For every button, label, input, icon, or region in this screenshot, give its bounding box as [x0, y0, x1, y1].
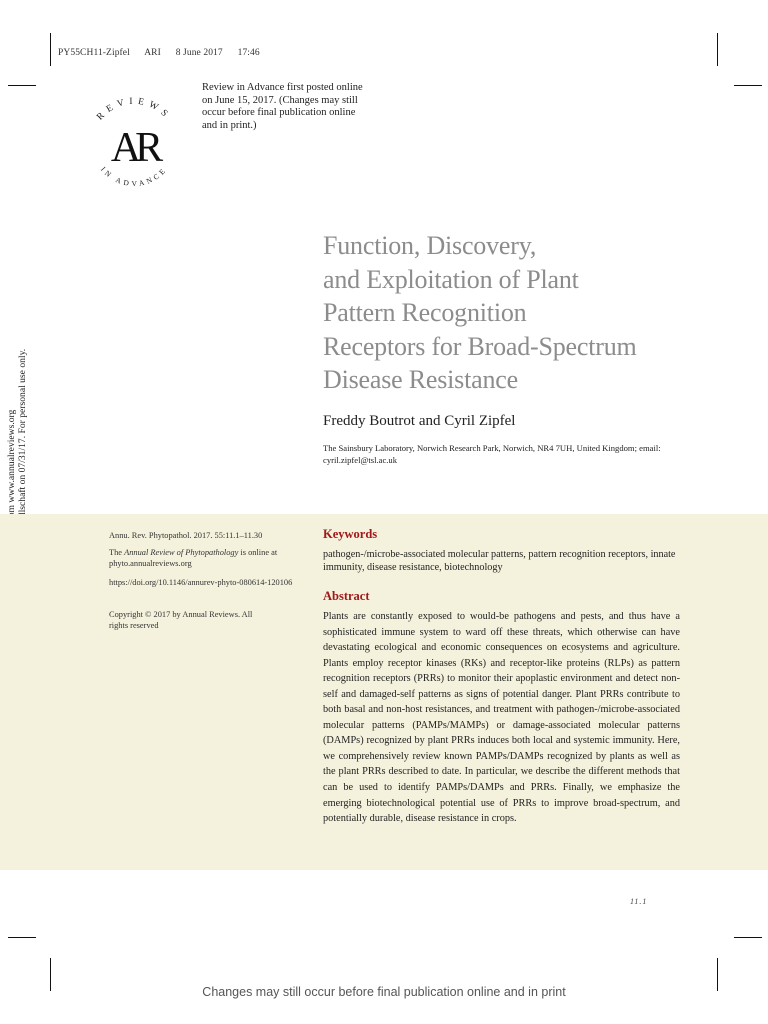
page-number: 11.1: [630, 897, 648, 906]
citation: Annu. Rev. Phytopathol. 2017. 55:11.1–11.30: [109, 531, 263, 540]
keywords-heading: Keywords: [323, 527, 378, 541]
running-header: [58, 48, 260, 58]
journal-name: Annual Review of Phytopathology: [124, 548, 239, 557]
footer-notice: Changes may still occur before final publication online and in print: [202, 985, 566, 999]
online-note: [109, 547, 314, 569]
crop-mark-tr-h: [734, 85, 762, 86]
header-date: 8 June 2017: [175, 48, 223, 58]
authors: Freddy Boutrot and Cyril Zipfel: [323, 413, 516, 429]
logo-top-word: REVIEWS: [95, 96, 173, 123]
logo-bottom-word: IN ADVANCE: [99, 164, 170, 189]
header-time: 17:46: [237, 48, 260, 58]
crop-mark-tl-h: [8, 85, 36, 86]
advance-notice: Review in Advance first posted online on June 15, 2017. (Changes may still occur before final publication online and in print.): [202, 82, 363, 131]
crop-mark-bl-h: [8, 937, 36, 938]
online-prefix: The: [109, 548, 125, 557]
crop-mark-tl-v: [50, 33, 51, 66]
title-line: Receptors for Broad-Spectrum: [323, 331, 637, 361]
affiliation: The Sainsbury Laboratory, Norwich Research Park, Norwich, NR4 7UH, United Kingdom; email: cyril.zipfel@tsl.ac.uk: [323, 443, 661, 465]
title-line: Disease Resistance: [323, 365, 518, 394]
title-line: Function, Discovery,: [323, 231, 537, 260]
online-suffix: is online at phyto.annualreviews.org: [109, 548, 278, 568]
keywords-text: pathogen-/microbe-associated molecular patterns, pattern recognition receptors, innate immunity, disease resistance, biotechnology: [323, 549, 676, 573]
title-line: and Exploitation of Plant: [323, 264, 579, 294]
doi-link[interactable]: https://doi.org/10.1146/annurev-phyto-080614-120106: [109, 578, 293, 587]
title-line: Pattern Recognition: [323, 298, 527, 327]
header-code: PY55CH11-Zipfel: [58, 48, 130, 58]
abstract-text: Plants are constantly exposed to would-be pathogens and pests, and thus have a sophisticated immune system to ward off these threats, which otherwise can have devastating ecological and economic consequences on ecosystems and agriculture. Plants employ receptor kinases (RKs) and receptor-like proteins (RLPs) as pattern recognition receptors (PRRs) to monitor their apoplastic environment and detect non-self and damaged-self patterns as signs of potential danger. Plant PRRs contribute to both basal and non-host resistances, and treatment with pathogen-/microbe-associated molecular patterns (PAMPs/MAMPs) or damage-associated molecular patterns (DAMPs) recognized by plant PRRs induces both local and systemic immunity. Here, we comprehensively review known PAMPs/DAMPs recognized by plants as well as the plant PRRs described to date. In particular, we describe the different methods that can be used to identify PAMPs/DAMPs and PRRs. Finally, we emphasize the emerging biotechnological potential use of PRRs to improve broad-spectrum, and potentially durable, disease resistance in crops.: [323, 611, 680, 825]
copyright: Copyright © 2017 by Annual Reviews. All rights reserved: [109, 610, 253, 630]
abstract-heading: Abstract: [323, 589, 370, 603]
header-publisher: ARI: [144, 48, 161, 58]
crop-mark-br-h: [734, 937, 762, 938]
article-title: [323, 229, 723, 397]
reviews-in-advance-logo: [78, 84, 188, 194]
crop-mark-tr-v: [717, 33, 718, 66]
logo-letters: AR: [110, 125, 158, 171]
